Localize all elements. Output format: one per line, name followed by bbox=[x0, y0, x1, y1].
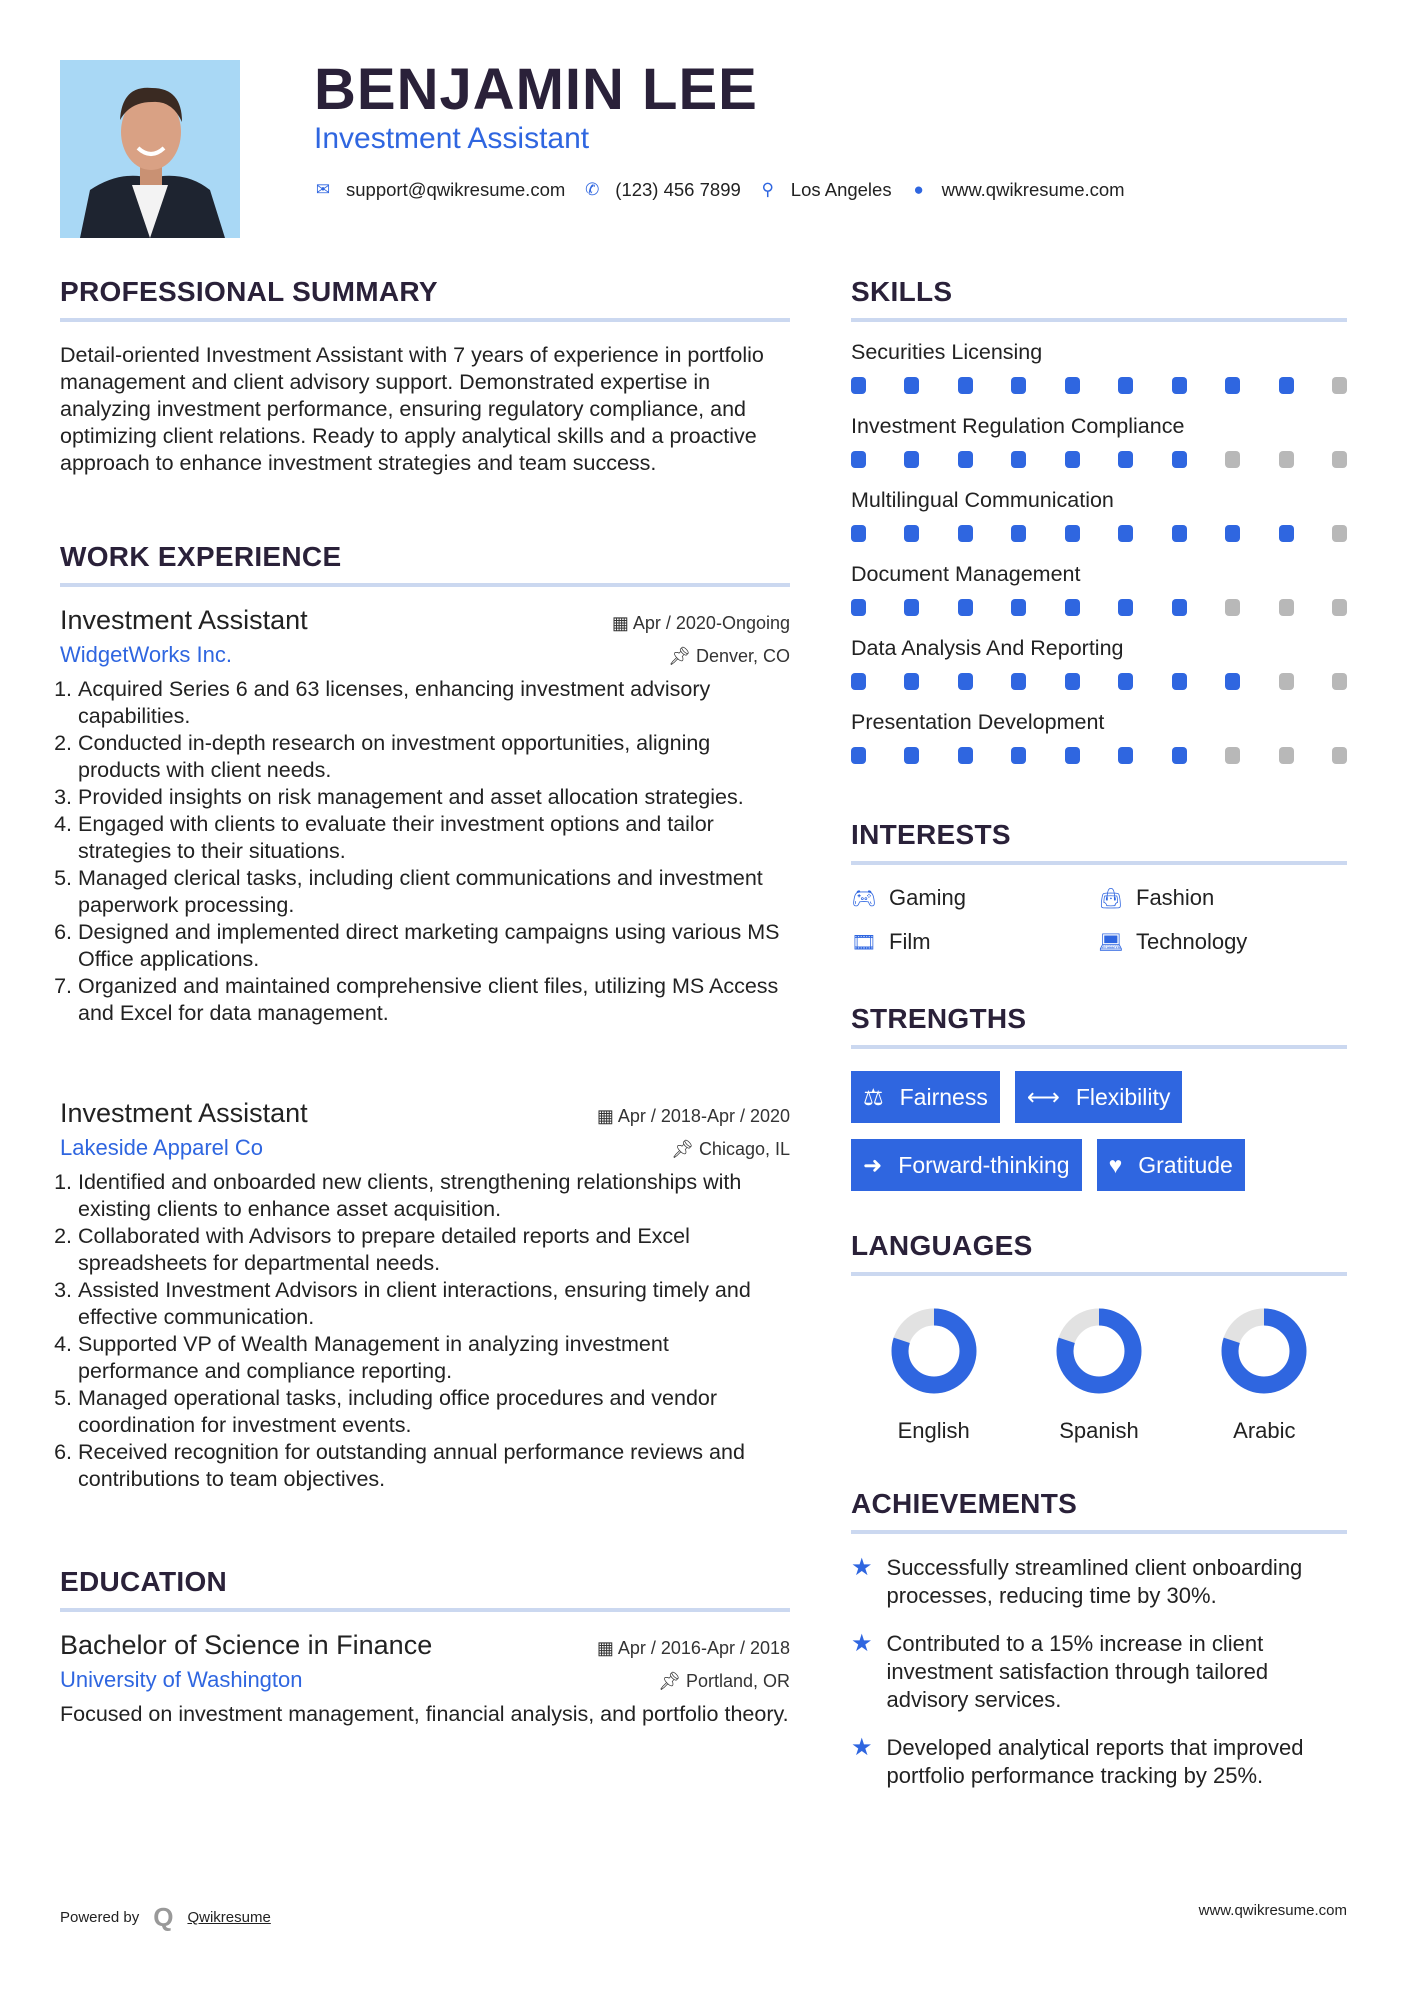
film-icon: 🎞︎ bbox=[851, 931, 877, 954]
achievements-section bbox=[851, 1488, 1347, 1790]
rating-dot-empty bbox=[1332, 525, 1347, 542]
envelope-icon: ✉ bbox=[315, 180, 331, 199]
rating-dot-filled bbox=[851, 377, 866, 394]
divider bbox=[851, 1045, 1347, 1049]
calendar-icon: ▦ bbox=[596, 1106, 618, 1126]
rating-dot-filled bbox=[1172, 451, 1187, 468]
rating-dot-filled bbox=[851, 673, 866, 690]
rating-dot-filled bbox=[1011, 377, 1026, 394]
rating-dot-filled bbox=[1172, 525, 1187, 542]
skills-section bbox=[851, 276, 1347, 764]
rating-dot-filled bbox=[1118, 673, 1133, 690]
rating-dot-empty bbox=[1279, 451, 1294, 468]
rating-dot-empty bbox=[1279, 673, 1294, 690]
job-bullets bbox=[60, 676, 790, 1027]
rating-dot-empty bbox=[1332, 377, 1347, 394]
list-item: 3. Provided insights on risk management and asset allocation strategies. bbox=[78, 784, 790, 811]
skill-name: Multilingual Communication bbox=[851, 488, 1114, 512]
rating-dot-filled bbox=[1279, 377, 1294, 394]
list-item: 6. Designed and implemented direct marketing campaigns using various MS Office applications. bbox=[78, 919, 790, 973]
map-pin-icon: ⚲ bbox=[761, 180, 774, 199]
divider bbox=[851, 1530, 1347, 1534]
strength-label: Gratitude bbox=[1138, 1151, 1233, 1178]
strength-label: Flexibility bbox=[1075, 1083, 1171, 1110]
laptop-icon: 💻︎ bbox=[1098, 931, 1124, 954]
rating-dot-filled bbox=[1065, 747, 1080, 764]
list-item: 4. Supported VP of Wealth Management in analyzing investment performance and compliance reporting. bbox=[78, 1331, 790, 1385]
job-location: Chicago, IL bbox=[698, 1139, 790, 1159]
divider bbox=[60, 1608, 790, 1612]
achievement-text: Developed analytical reports that improved portfolio performance tracking by 25%. bbox=[886, 1735, 1304, 1788]
rating-dot-filled bbox=[851, 599, 866, 616]
powered-by-label: Powered by bbox=[60, 1909, 140, 1926]
language-item bbox=[1182, 1306, 1347, 1444]
skill-rating bbox=[851, 451, 1347, 468]
rating-dot-filled bbox=[1065, 673, 1080, 690]
skill-rating bbox=[851, 747, 1347, 764]
arrow-right-icon: ➜ bbox=[863, 1151, 883, 1178]
company-name: WidgetWorks Inc. bbox=[60, 642, 232, 667]
list-item: 1. Acquired Series 6 and 63 licenses, enhancing investment advisory capabilities. bbox=[78, 676, 790, 730]
skill-name: Securities Licensing bbox=[851, 340, 1043, 364]
rating-dot-filled bbox=[904, 451, 919, 468]
strength-tag bbox=[851, 1139, 1082, 1191]
rating-dot-empty bbox=[1225, 599, 1240, 616]
rating-dot-filled bbox=[904, 377, 919, 394]
contact-email[interactable]: support@qwikresume.com bbox=[346, 179, 566, 200]
rating-dot-filled bbox=[1172, 747, 1187, 764]
list-item: 3. Assisted Investment Advisors in client interactions, ensuring timely and effective communication. bbox=[78, 1277, 790, 1331]
list-item: 2. Conducted in-depth research on investment opportunities, aligning products with client needs. bbox=[78, 730, 790, 784]
pin-icon: 📌︎ bbox=[658, 1671, 686, 1691]
list-item: 7. Organized and maintained comprehensive client files, utilizing MS Access and Excel for data management. bbox=[78, 973, 790, 1027]
profile-photo bbox=[60, 60, 240, 238]
strength-label: Forward-thinking bbox=[898, 1151, 1070, 1178]
interest-item bbox=[1098, 929, 1345, 955]
interest-item bbox=[851, 929, 1098, 955]
divider bbox=[851, 318, 1347, 322]
qwikresume-logo-icon: Q bbox=[153, 1902, 174, 1932]
rating-dot-filled bbox=[958, 525, 973, 542]
contact-bar bbox=[314, 179, 1143, 201]
rating-dot-filled bbox=[1225, 673, 1240, 690]
rating-dot-filled bbox=[1011, 599, 1026, 616]
calendar-icon: ▦ bbox=[596, 1638, 618, 1658]
rating-dot-filled bbox=[904, 599, 919, 616]
interest-label: Gaming bbox=[889, 885, 967, 910]
language-item bbox=[1016, 1306, 1181, 1444]
rating-dot-empty bbox=[1332, 673, 1347, 690]
achievement-item bbox=[851, 1630, 1347, 1714]
job-entry bbox=[60, 1098, 790, 1493]
rating-dot-empty bbox=[1332, 451, 1347, 468]
language-name: English bbox=[897, 1418, 970, 1443]
interests-section bbox=[851, 819, 1347, 955]
interest-label: Fashion bbox=[1136, 885, 1215, 910]
section-heading: STRENGTHS bbox=[851, 1003, 1027, 1034]
skill-rating bbox=[851, 599, 1347, 616]
interest-item bbox=[851, 885, 1098, 911]
list-item: 6. Received recognition for outstanding annual performance reviews and contributions to team objectives. bbox=[78, 1439, 790, 1493]
language-name: Arabic bbox=[1233, 1418, 1296, 1443]
rating-dot-filled bbox=[1118, 747, 1133, 764]
rating-dot-empty bbox=[1332, 747, 1347, 764]
rating-dot-filled bbox=[1065, 377, 1080, 394]
section-heading: LANGUAGES bbox=[851, 1230, 1033, 1261]
job-entry bbox=[60, 605, 790, 1027]
rating-dot-empty bbox=[1225, 747, 1240, 764]
rating-dot-filled bbox=[1011, 747, 1026, 764]
star-icon: ★ bbox=[851, 1734, 873, 1761]
section-heading: ACHIEVEMENTS bbox=[851, 1488, 1078, 1519]
rating-dot-filled bbox=[1225, 377, 1240, 394]
skills-list bbox=[851, 340, 1347, 764]
divider bbox=[60, 318, 790, 322]
list-item: 5. Managed clerical tasks, including client communications and investment paperwork processing. bbox=[78, 865, 790, 919]
rating-dot-empty bbox=[1332, 599, 1347, 616]
section-heading: SKILLS bbox=[851, 276, 953, 307]
language-donut bbox=[1054, 1306, 1144, 1396]
rating-dot-filled bbox=[958, 599, 973, 616]
job-date: Apr / 2018-Apr / 2020 bbox=[617, 1106, 790, 1126]
rating-dot-filled bbox=[851, 525, 866, 542]
rating-dot-filled bbox=[1011, 451, 1026, 468]
rating-dot-filled bbox=[851, 451, 866, 468]
job-location: Denver, CO bbox=[695, 646, 790, 666]
phone-icon: ✆ bbox=[585, 180, 600, 199]
strength-tag bbox=[851, 1071, 1000, 1123]
section-heading: EDUCATION bbox=[60, 1566, 228, 1597]
rating-dot-filled bbox=[1279, 525, 1294, 542]
footer-powered bbox=[60, 1902, 271, 1933]
section-heading: INTERESTS bbox=[851, 819, 1011, 850]
skill-name: Presentation Development bbox=[851, 710, 1105, 734]
rating-dot-filled bbox=[958, 747, 973, 764]
candidate-name: BENJAMIN LEE bbox=[314, 57, 758, 122]
languages-list bbox=[851, 1306, 1347, 1444]
rating-dot-empty bbox=[1225, 451, 1240, 468]
strength-label: Fairness bbox=[899, 1083, 988, 1110]
shopping-bag-icon: 👜︎ bbox=[1098, 887, 1124, 910]
education-description: Focused on investment management, financial analysis, and portfolio theory. bbox=[60, 1702, 789, 1726]
rating-dot-filled bbox=[1118, 451, 1133, 468]
list-item: 4. Engaged with clients to evaluate their investment options and tailor strategies to their situations. bbox=[78, 811, 790, 865]
footer-website[interactable]: www.qwikresume.com bbox=[1198, 1902, 1347, 1919]
rating-dot-filled bbox=[1118, 599, 1133, 616]
rating-dot-filled bbox=[1118, 525, 1133, 542]
achievement-text: Contributed to a 15% increase in client investment satisfaction through tailored advisory services. bbox=[886, 1631, 1269, 1712]
summary-text: Detail-oriented Investment Assistant with 7 years of experience in portfolio management and client advisory support. Demonstrated expertise in analyzing investment performance, ensuring regulatory compliance, and optimizing client relations. Ready to apply analytical skills and a proactive approach to enhance investment strategies and team success. bbox=[60, 343, 764, 475]
education-date: Apr / 2016-Apr / 2018 bbox=[617, 1638, 790, 1658]
contact-phone[interactable]: (123) 456 7899 bbox=[615, 179, 741, 200]
company-name: Lakeside Apparel Co bbox=[60, 1135, 264, 1160]
contact-location: Los Angeles bbox=[790, 179, 892, 200]
rating-dot-empty bbox=[1279, 599, 1294, 616]
skill-rating bbox=[851, 525, 1347, 542]
rating-dot-filled bbox=[904, 525, 919, 542]
strength-tag bbox=[1015, 1071, 1183, 1123]
work-section bbox=[60, 541, 790, 1027]
language-item bbox=[851, 1306, 1016, 1444]
language-donut bbox=[889, 1306, 979, 1396]
globe-icon: ● bbox=[913, 180, 924, 199]
calendar-icon: ▦ bbox=[611, 613, 633, 633]
achievement-item bbox=[851, 1554, 1347, 1610]
rating-dot-filled bbox=[1172, 673, 1187, 690]
degree: Bachelor of Science in Finance bbox=[60, 1630, 433, 1660]
pin-icon: 📌︎ bbox=[671, 1139, 699, 1159]
divider bbox=[60, 583, 790, 587]
language-donut bbox=[1219, 1306, 1309, 1396]
job-title: Investment Assistant bbox=[60, 1098, 308, 1128]
divider bbox=[851, 861, 1347, 865]
strength-tag bbox=[1097, 1139, 1245, 1191]
job-bullets bbox=[60, 1169, 790, 1493]
arrows-horizontal-icon: ⟷ bbox=[1026, 1083, 1060, 1110]
gamepad-icon: 🎮︎ bbox=[851, 887, 877, 910]
languages-section bbox=[851, 1230, 1347, 1444]
strengths-section bbox=[851, 1003, 1347, 1191]
school-name: University of Washington bbox=[60, 1667, 303, 1692]
brand-link[interactable]: Qwikresume bbox=[187, 1909, 271, 1926]
rating-dot-filled bbox=[1011, 525, 1026, 542]
achievement-text: Successfully streamlined client onboarding processes, reducing time by 30%. bbox=[886, 1555, 1303, 1608]
interest-label: Film bbox=[889, 929, 931, 954]
balance-scale-icon: ⚖ bbox=[863, 1083, 884, 1110]
achievement-item bbox=[851, 1734, 1347, 1790]
summary-section bbox=[60, 276, 790, 477]
list-item: 2. Collaborated with Advisors to prepare detailed reports and Excel spreadsheets for departmental needs. bbox=[78, 1223, 790, 1277]
interest-item bbox=[1098, 885, 1345, 911]
rating-dot-filled bbox=[1065, 525, 1080, 542]
divider bbox=[851, 1272, 1347, 1276]
rating-dot-filled bbox=[851, 747, 866, 764]
rating-dot-filled bbox=[1225, 525, 1240, 542]
rating-dot-filled bbox=[904, 673, 919, 690]
star-icon: ★ bbox=[851, 1630, 873, 1657]
heart-icon: ♥ bbox=[1108, 1151, 1123, 1178]
star-icon: ★ bbox=[851, 1554, 873, 1581]
section-heading: WORK EXPERIENCE bbox=[60, 541, 342, 572]
skill-rating bbox=[851, 673, 1347, 690]
rating-dot-empty bbox=[1279, 747, 1294, 764]
rating-dot-filled bbox=[904, 747, 919, 764]
candidate-title: Investment Assistant bbox=[314, 122, 590, 155]
education-section bbox=[60, 1566, 790, 1728]
rating-dot-filled bbox=[958, 451, 973, 468]
education-location: Portland, OR bbox=[685, 1671, 790, 1691]
rating-dot-filled bbox=[1118, 377, 1133, 394]
rating-dot-filled bbox=[1172, 377, 1187, 394]
rating-dot-filled bbox=[1065, 451, 1080, 468]
skill-name: Data Analysis And Reporting bbox=[851, 636, 1124, 660]
rating-dot-filled bbox=[1011, 673, 1026, 690]
rating-dot-filled bbox=[1172, 599, 1187, 616]
rating-dot-filled bbox=[958, 377, 973, 394]
list-item: 5. Managed operational tasks, including office procedures and vendor coordination for investment events. bbox=[78, 1385, 790, 1439]
skill-rating bbox=[851, 377, 1347, 394]
rating-dot-filled bbox=[1065, 599, 1080, 616]
skill-name: Document Management bbox=[851, 562, 1081, 586]
job-date: Apr / 2020-Ongoing bbox=[632, 613, 790, 633]
skill-name: Investment Regulation Compliance bbox=[851, 414, 1185, 438]
contact-website[interactable]: www.qwikresume.com bbox=[941, 179, 1125, 200]
interest-label: Technology bbox=[1136, 929, 1248, 954]
section-heading: PROFESSIONAL SUMMARY bbox=[60, 276, 438, 307]
rating-dot-filled bbox=[958, 673, 973, 690]
job-title: Investment Assistant bbox=[60, 605, 308, 635]
pin-icon: 📌︎ bbox=[668, 646, 696, 666]
list-item: 1. Identified and onboarded new clients, strengthening relationships with existing clients to enhance asset acquisition. bbox=[78, 1169, 790, 1223]
language-name: Spanish bbox=[1059, 1418, 1139, 1443]
